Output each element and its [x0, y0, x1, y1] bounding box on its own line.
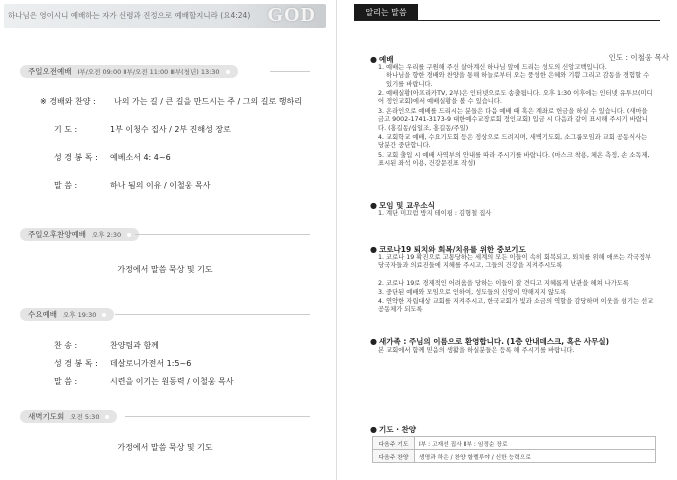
worship-leader: 인도 : 이철웅 목사	[608, 53, 669, 62]
row-label: 다음주 기도	[373, 437, 415, 450]
service-time: 오후 19:30	[62, 311, 97, 319]
divider-line	[135, 234, 310, 235]
wednesday-sermon-row	[54, 376, 234, 387]
table-row	[373, 450, 656, 463]
newcomer-title: 새가족 : 주님의 이름으로 환영합니다. (1층 안내데스크, 혹은 사무실)	[378, 337, 610, 346]
dawn-service-bar	[20, 410, 310, 423]
covid-item-1: 1. 코로나 19 확진으로 고통당하는 세계의 모든 이들이 속히 회복되고, 퇴치를 위해 애쓰는 각국정부 당국자들과 의료진들에 지혜를 주시고, 그들의 건강을 지켜주시도록	[378, 254, 652, 270]
service-name: 주일오후찬양예배	[28, 230, 86, 239]
morning-hymn-row	[40, 96, 302, 107]
sermon-label: 말 씀 :	[54, 181, 78, 190]
wednesday-praise-row	[54, 340, 159, 351]
worship-title: 예배	[378, 55, 394, 64]
meeting-title: 모임 및 교우소식	[378, 201, 435, 210]
wednesday-scripture-row	[54, 358, 191, 369]
morning-service-bar	[20, 65, 310, 78]
bullet-icon: ●	[370, 55, 377, 64]
dawn-note: 가정에서 말씀 묵상 및 기도	[117, 443, 213, 452]
dot-icon	[226, 70, 230, 74]
service-times: Ⅰ부/오전 09:00 Ⅱ부/오전 11:00 Ⅲ부(청년) 13:30	[77, 68, 220, 76]
newcomer-note: 본 교회에서 함께 믿음의 생활을 하실분들은 등록 해 주시기를 바랍니다.	[378, 347, 575, 354]
worship-item-1-cont: 하나님을 향한 경배와 찬양을 통해 하늘로부터 오는 풍성한 은혜와 기쁨 그리고 감동을 경험할 수 있기를 바랍니다.	[386, 72, 650, 88]
prayer-praise-section-title	[370, 424, 416, 435]
service-name: 주일오전예배	[28, 67, 72, 76]
prayer-praise-title: 기도 · 찬양	[378, 425, 417, 434]
hymn-value: 나의 가는 길 / 큰 길을 만드시는 주 / 그의 길로 행하리	[114, 97, 302, 106]
prayer-value: 1부 이청수 집사 / 2부 진해성 장로	[110, 125, 231, 134]
newcomer-section-title	[370, 336, 609, 347]
prayer-praise-table	[372, 436, 656, 463]
service-time: 오후 2:30	[91, 231, 122, 239]
scripture-value: 예베소서 4: 4~6	[110, 153, 171, 162]
afternoon-service-bar	[20, 228, 310, 241]
morning-scripture-row	[54, 152, 171, 163]
worship-item-3: 3. 온라인으로 예배를 드리시는 분들은 다음 예배 때 혹은 계좌로 헌금을 하실 수 있습니다. (새마을 금고 9002-1741-3173-9 대한예수교장로회 정인교회) 입금 시 다음과 같이 표시해 주시기 바랍니다. (홍길동/십일조, 홍길동/주일)	[378, 108, 648, 132]
hymn-label: ※ 경배와 찬양 :	[40, 97, 96, 106]
sermon-label: 말 씀 :	[54, 377, 78, 386]
scripture-value: 데살로니가전서 1:5~6	[110, 359, 192, 368]
worship-item-1	[378, 64, 654, 89]
bullet-icon: ●	[370, 201, 377, 210]
row-value: Ⅰ부 : 고재선 집사 Ⅱ부 : 임정순 장로	[415, 437, 656, 450]
praise-label: 찬 송 :	[54, 341, 78, 350]
banner-verse: 하나님은 영이시니 예배하는 자가 신령과 진정으로 예배할지니라 (요4:24)	[8, 11, 251, 20]
prayer-label: 기 도 :	[54, 125, 78, 134]
header-rule	[354, 20, 660, 21]
bullet-icon: ●	[370, 245, 377, 254]
scripture-label: 성 경 봉 독 :	[54, 359, 98, 368]
row-label: 다음주 찬양	[373, 450, 415, 463]
page-divider	[336, 0, 337, 480]
wednesday-service-bar	[20, 308, 310, 321]
morning-prayer-row	[54, 124, 231, 135]
covid-item-3: 3. 중단된 예배와 모임으로 인하여, 성도들의 신앙이 약해지지 않도록	[378, 289, 567, 296]
service-name: 새벽기도회	[28, 412, 65, 421]
divider-line	[125, 416, 310, 417]
covid-title: 코로나19 퇴치와 회복/치유를 위한 중보기도	[378, 245, 526, 254]
sermon-value: 시련을 이기는 원동력 / 이철웅 목사	[110, 377, 234, 386]
table-row	[373, 437, 656, 450]
announcements-header: 알리는 말씀	[354, 4, 418, 20]
covid-item-4: 4. 연약한 자립대상 교회를 지켜주시고, 한국교회가 빛과 소금의 역할을 감당하며 이웃을 섬기는 선교 공동체가 되도록	[378, 298, 654, 314]
afternoon-note: 가정에서 말씀 묵상 및 기도	[117, 265, 213, 274]
service-name: 수요예배	[28, 310, 57, 319]
row-value: 생명과 하은 / 찬양 할렐루야 / 신한 능력으로	[415, 450, 656, 463]
service-time: 오전 5:30	[70, 413, 100, 421]
divider-line	[115, 314, 310, 315]
dot-icon	[105, 415, 109, 419]
meeting-item-1: 1. 계단 미끄럼 방지 테이핑 : 김형철 집사	[378, 210, 492, 217]
scripture-label: 성 경 봉 독 :	[54, 153, 98, 162]
bullet-icon: ●	[370, 337, 377, 346]
covid-item-2: 2. 코로나 19로 경제적인 어려움을 당하는 이들이 잘 견디고 지혜롭게 난관을 헤쳐 나가도록	[378, 280, 629, 287]
god-logo: GOD	[267, 4, 316, 26]
sermon-value: 하나 됨의 이유 / 이철웅 목사	[110, 181, 211, 190]
dot-icon	[102, 313, 106, 317]
worship-item-4: 4. 교회학교 예배, 수요기도회 등은 정상으로 드려지며, 새벽기도회, 소그룹모임과 교회 공동식사는 당분간 중단합니다.	[378, 134, 648, 150]
praise-value: 찬양팀과 함께	[110, 341, 159, 350]
header-banner	[4, 4, 326, 28]
worship-item-2: 2. 예배실황(아프리카TV, 2부)은 인터넷으로도 송출됩니다. 오후 1:30 이후에는 인터넷 유투브(미디어 정인교회)에서 예배실황을 볼 수 있습니다.	[378, 90, 653, 106]
dot-icon	[127, 233, 131, 237]
worship-item-1-text: 1. 예배는 우리를 구원해 주신 살아계신 하나님 앞에 드리는 성도의 신앙고백입니다.	[378, 64, 607, 71]
worship-item-5: 5. 교회 출입 시 예배 사역부의 안내를 따라 주시기를 바랍니다. (마스크 착용, 체온 측정, 손 소독제, 표시된 좌석 이용, 건강문진표 작성)	[378, 152, 650, 168]
morning-sermon-row	[54, 180, 210, 191]
divider-line	[270, 71, 310, 72]
bullet-icon: ●	[370, 425, 377, 434]
